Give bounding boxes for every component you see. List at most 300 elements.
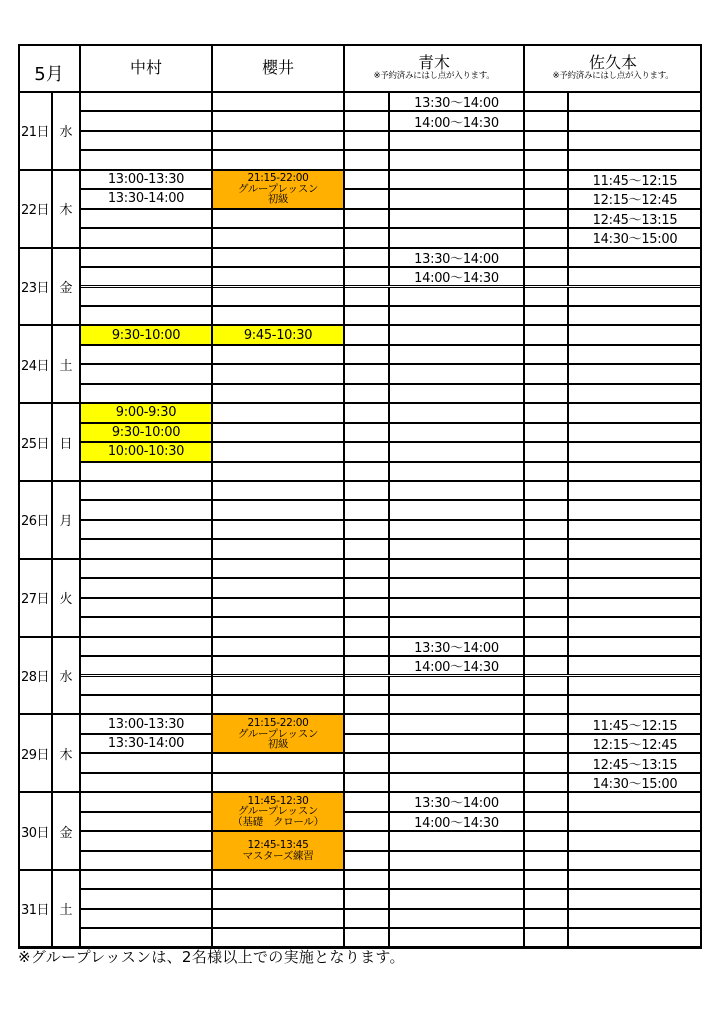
time-slot[interactable] [389, 481, 524, 500]
time-slot[interactable] [389, 500, 524, 519]
time-slot[interactable] [568, 92, 702, 111]
time-slot[interactable] [80, 734, 212, 753]
slot-marker[interactable] [524, 267, 568, 286]
time-slot[interactable] [80, 287, 212, 306]
time-slot[interactable] [568, 753, 702, 772]
slot-marker[interactable] [344, 481, 389, 500]
slot-marker[interactable] [524, 248, 568, 267]
time-slot[interactable] [80, 928, 212, 947]
slot-marker[interactable] [344, 578, 389, 597]
slot-marker[interactable] [344, 92, 389, 111]
time-slot[interactable] [80, 92, 212, 111]
slot-marker[interactable] [344, 500, 389, 519]
weekday-label [52, 870, 80, 948]
time-slot[interactable] [212, 928, 344, 947]
time-slot[interactable] [389, 676, 524, 695]
time-slot[interactable] [568, 851, 702, 870]
cell-text: 金 [59, 280, 73, 296]
slot-marker[interactable] [344, 676, 389, 695]
slot-marker[interactable] [524, 676, 568, 695]
time-slot[interactable] [389, 248, 524, 267]
slot-marker[interactable] [344, 812, 389, 831]
time-slot[interactable] [212, 637, 344, 656]
time-slot[interactable] [389, 325, 524, 344]
time-slot[interactable] [568, 150, 702, 169]
time-slot[interactable] [568, 481, 702, 500]
time-slot[interactable] [389, 773, 524, 792]
time-slot[interactable] [212, 870, 344, 889]
time-slot[interactable] [212, 111, 344, 130]
slot-marker[interactable] [524, 714, 568, 733]
lesson-block[interactable] [212, 170, 344, 209]
time-slot[interactable] [80, 500, 212, 519]
slot-marker[interactable] [524, 753, 568, 772]
time-slot[interactable] [568, 384, 702, 403]
time-slot[interactable] [212, 617, 344, 636]
time-slot[interactable] [80, 111, 212, 130]
slot-marker[interactable] [524, 773, 568, 792]
column-header [80, 44, 212, 92]
time-slot[interactable] [389, 539, 524, 558]
slot-marker[interactable] [524, 403, 568, 422]
cell-text: 21:15-22:00 [247, 172, 309, 185]
time-slot[interactable] [389, 209, 524, 228]
time-slot[interactable] [389, 384, 524, 403]
slot-marker[interactable] [524, 812, 568, 831]
time-slot[interactable] [212, 500, 344, 519]
slot-marker[interactable] [344, 364, 389, 383]
time-slot[interactable] [212, 598, 344, 617]
slot-marker[interactable] [344, 345, 389, 364]
time-slot[interactable] [80, 812, 212, 831]
slot-marker[interactable] [524, 131, 568, 150]
time-slot[interactable] [212, 131, 344, 150]
time-slot[interactable] [568, 442, 702, 461]
time-slot[interactable] [212, 695, 344, 714]
time-slot[interactable] [80, 792, 212, 811]
time-slot[interactable] [80, 150, 212, 169]
slot-marker[interactable] [524, 325, 568, 344]
cell-text: 12:15～12:45 [592, 738, 678, 754]
time-slot[interactable] [568, 676, 702, 695]
slot-marker[interactable] [344, 170, 389, 189]
slot-marker[interactable] [344, 831, 389, 850]
time-slot[interactable] [389, 578, 524, 597]
month-label [18, 44, 80, 92]
time-slot[interactable] [212, 423, 344, 442]
cell-text: 日 [59, 436, 73, 452]
time-slot[interactable] [389, 909, 524, 928]
time-slot[interactable] [568, 909, 702, 928]
slot-marker[interactable] [524, 598, 568, 617]
lesson-block[interactable] [212, 792, 344, 831]
slot-marker[interactable] [344, 306, 389, 325]
time-slot[interactable] [80, 403, 212, 422]
date-label [18, 248, 52, 326]
slot-marker[interactable] [344, 928, 389, 947]
day-divider [18, 324, 702, 326]
slot-marker[interactable] [344, 131, 389, 150]
time-slot[interactable] [212, 384, 344, 403]
slot-marker[interactable] [524, 695, 568, 714]
time-slot[interactable] [80, 364, 212, 383]
time-slot[interactable] [212, 306, 344, 325]
cell-text: 23日 [20, 280, 50, 296]
time-slot[interactable] [80, 617, 212, 636]
slot-marker[interactable] [524, 734, 568, 753]
slot-marker[interactable] [344, 753, 389, 772]
time-slot[interactable] [389, 306, 524, 325]
time-slot[interactable] [212, 228, 344, 247]
slot-marker[interactable] [524, 189, 568, 208]
cell-text: 11:45-12:30 [247, 794, 309, 807]
slot-marker[interactable] [344, 539, 389, 558]
slot-marker[interactable] [524, 909, 568, 928]
time-slot[interactable] [212, 539, 344, 558]
time-slot[interactable] [389, 851, 524, 870]
slot-marker[interactable] [524, 539, 568, 558]
time-slot[interactable] [212, 773, 344, 792]
cell-text: 14:00～14:30 [414, 115, 499, 131]
time-slot[interactable] [80, 851, 212, 870]
time-slot[interactable] [568, 325, 702, 344]
slot-marker[interactable] [524, 306, 568, 325]
time-slot[interactable] [80, 539, 212, 558]
slot-marker[interactable] [344, 889, 389, 908]
time-slot[interactable] [389, 753, 524, 772]
slot-marker[interactable] [524, 928, 568, 947]
time-slot[interactable] [389, 598, 524, 617]
weekday-label [52, 248, 80, 326]
date-label [18, 481, 52, 559]
time-slot[interactable] [212, 248, 344, 267]
time-slot[interactable] [80, 870, 212, 889]
slot-marker[interactable] [344, 656, 389, 675]
time-slot[interactable] [389, 170, 524, 189]
slot-marker[interactable] [524, 520, 568, 539]
slot-marker[interactable] [524, 637, 568, 656]
time-slot[interactable] [568, 617, 702, 636]
time-slot[interactable] [212, 92, 344, 111]
time-slot[interactable] [80, 656, 212, 675]
day-divider [18, 558, 702, 560]
cell-text: 14:30～15:00 [592, 232, 678, 248]
slot-marker[interactable] [524, 792, 568, 811]
time-slot[interactable] [389, 617, 524, 636]
lesson-block[interactable] [212, 714, 344, 753]
time-slot[interactable] [568, 500, 702, 519]
time-slot[interactable] [389, 92, 524, 111]
day-divider [18, 869, 702, 871]
time-slot[interactable] [568, 520, 702, 539]
cell-text: 金 [59, 825, 73, 841]
time-slot[interactable] [212, 462, 344, 481]
slot-marker[interactable] [344, 287, 389, 306]
time-slot[interactable] [80, 520, 212, 539]
time-slot[interactable] [389, 812, 524, 831]
time-slot[interactable] [80, 345, 212, 364]
time-slot[interactable] [568, 539, 702, 558]
time-slot[interactable] [389, 831, 524, 850]
time-slot[interactable] [568, 578, 702, 597]
time-slot[interactable] [212, 909, 344, 928]
time-slot[interactable] [80, 423, 212, 442]
time-slot[interactable] [389, 656, 524, 675]
slot-marker[interactable] [344, 559, 389, 578]
date-label [18, 637, 52, 715]
time-slot[interactable] [80, 131, 212, 150]
slot-marker[interactable] [344, 870, 389, 889]
cell-text: 13:30-14:00 [107, 736, 185, 752]
time-slot[interactable] [568, 714, 702, 733]
time-slot[interactable] [212, 753, 344, 772]
weekday-label [52, 403, 80, 481]
time-slot[interactable] [80, 889, 212, 908]
time-slot[interactable] [389, 131, 524, 150]
time-slot[interactable] [568, 870, 702, 889]
slot-marker[interactable] [344, 442, 389, 461]
time-slot[interactable] [389, 714, 524, 733]
slot-marker[interactable] [344, 617, 389, 636]
time-slot[interactable] [568, 792, 702, 811]
time-slot[interactable] [212, 889, 344, 908]
slot-marker[interactable] [344, 734, 389, 753]
day-divider [18, 91, 702, 93]
cell-text: 13:30-14:00 [107, 191, 185, 207]
slot-marker[interactable] [344, 598, 389, 617]
time-slot[interactable] [80, 228, 212, 247]
time-slot[interactable] [389, 364, 524, 383]
time-slot[interactable] [389, 228, 524, 247]
slot-marker[interactable] [524, 481, 568, 500]
slot-marker[interactable] [524, 656, 568, 675]
slot-marker[interactable] [524, 851, 568, 870]
slot-marker[interactable] [524, 559, 568, 578]
time-slot[interactable] [80, 481, 212, 500]
cell-text: 13:00-13:30 [107, 716, 185, 732]
time-slot[interactable] [389, 792, 524, 811]
time-slot[interactable] [568, 345, 702, 364]
day-divider [18, 169, 702, 171]
slot-marker[interactable] [524, 287, 568, 306]
time-slot[interactable] [212, 364, 344, 383]
time-slot[interactable] [389, 637, 524, 656]
time-slot[interactable] [80, 306, 212, 325]
time-slot[interactable] [389, 189, 524, 208]
slot-marker[interactable] [524, 228, 568, 247]
slot-marker[interactable] [524, 384, 568, 403]
time-slot[interactable] [389, 734, 524, 753]
slot-marker[interactable] [344, 714, 389, 733]
time-slot[interactable] [389, 870, 524, 889]
slot-marker[interactable] [344, 423, 389, 442]
time-slot[interactable] [80, 578, 212, 597]
time-slot[interactable] [212, 325, 344, 344]
time-slot[interactable] [568, 889, 702, 908]
time-slot[interactable] [389, 889, 524, 908]
slot-marker[interactable] [344, 403, 389, 422]
time-slot[interactable] [212, 403, 344, 422]
time-slot[interactable] [568, 734, 702, 753]
time-slot[interactable] [212, 345, 344, 364]
time-slot[interactable] [212, 520, 344, 539]
slot-marker[interactable] [524, 617, 568, 636]
slot-marker[interactable] [524, 170, 568, 189]
weekday-label [52, 481, 80, 559]
time-slot[interactable] [80, 598, 212, 617]
time-slot[interactable] [80, 559, 212, 578]
time-slot[interactable] [389, 442, 524, 461]
column-divider [343, 44, 345, 948]
slot-marker[interactable] [524, 500, 568, 519]
slot-marker[interactable] [524, 209, 568, 228]
column-header [212, 44, 344, 92]
time-slot[interactable] [568, 773, 702, 792]
time-slot[interactable] [389, 462, 524, 481]
time-slot[interactable] [389, 150, 524, 169]
time-slot[interactable] [389, 287, 524, 306]
slot-marker[interactable] [524, 364, 568, 383]
time-slot[interactable] [80, 209, 212, 228]
time-slot[interactable] [80, 384, 212, 403]
time-slot[interactable] [568, 695, 702, 714]
time-slot[interactable] [212, 442, 344, 461]
time-slot[interactable] [568, 287, 702, 306]
slot-marker[interactable] [344, 695, 389, 714]
time-slot[interactable] [212, 267, 344, 286]
time-slot[interactable] [568, 267, 702, 286]
slot-marker[interactable] [344, 189, 389, 208]
slot-marker[interactable] [524, 889, 568, 908]
time-slot[interactable] [80, 170, 212, 189]
time-slot[interactable] [568, 306, 702, 325]
slot-marker[interactable] [524, 462, 568, 481]
day-divider [18, 247, 702, 249]
time-slot[interactable] [389, 559, 524, 578]
time-slot[interactable] [80, 695, 212, 714]
slot-marker[interactable] [524, 442, 568, 461]
slot-marker[interactable] [344, 462, 389, 481]
time-slot[interactable] [212, 676, 344, 695]
slot-marker[interactable] [524, 870, 568, 889]
time-slot[interactable] [568, 131, 702, 150]
time-slot[interactable] [568, 637, 702, 656]
time-slot[interactable] [80, 189, 212, 208]
time-slot[interactable] [568, 462, 702, 481]
time-slot[interactable] [568, 209, 702, 228]
cell-text: 26日 [20, 514, 50, 530]
slot-marker[interactable] [344, 792, 389, 811]
cell-text: 土 [59, 358, 73, 374]
cell-text: 13:30～14:00 [414, 796, 499, 812]
time-slot[interactable] [80, 831, 212, 850]
time-slot[interactable] [80, 637, 212, 656]
time-slot[interactable] [568, 928, 702, 947]
time-slot[interactable] [389, 928, 524, 947]
time-slot[interactable] [568, 423, 702, 442]
cell-text: 30日 [20, 825, 50, 841]
time-slot[interactable] [568, 170, 702, 189]
slot-marker[interactable] [524, 345, 568, 364]
time-slot[interactable] [212, 287, 344, 306]
time-slot[interactable] [212, 559, 344, 578]
time-slot[interactable] [568, 189, 702, 208]
time-slot[interactable] [568, 111, 702, 130]
time-slot[interactable] [80, 714, 212, 733]
time-slot[interactable] [212, 578, 344, 597]
time-slot[interactable] [568, 831, 702, 850]
slot-marker[interactable] [344, 851, 389, 870]
time-slot[interactable] [389, 423, 524, 442]
time-slot[interactable] [80, 773, 212, 792]
time-slot[interactable] [389, 345, 524, 364]
time-slot[interactable] [212, 481, 344, 500]
time-slot[interactable] [568, 598, 702, 617]
time-slot[interactable] [80, 248, 212, 267]
slot-marker[interactable] [344, 228, 389, 247]
time-slot[interactable] [568, 559, 702, 578]
slot-marker[interactable] [344, 909, 389, 928]
time-slot[interactable] [389, 695, 524, 714]
slot-marker[interactable] [524, 111, 568, 130]
time-slot[interactable] [80, 267, 212, 286]
cell-text: 月 [59, 514, 73, 530]
slot-marker[interactable] [344, 248, 389, 267]
time-slot[interactable] [568, 364, 702, 383]
slot-marker[interactable] [344, 773, 389, 792]
time-slot[interactable] [389, 267, 524, 286]
time-slot[interactable] [80, 325, 212, 344]
day-divider [18, 713, 702, 715]
slot-marker[interactable] [524, 150, 568, 169]
cell-text: 佐久本 [588, 53, 637, 73]
time-slot[interactable] [80, 909, 212, 928]
time-slot[interactable] [80, 462, 212, 481]
slot-marker[interactable] [344, 520, 389, 539]
time-slot[interactable] [212, 656, 344, 675]
time-slot[interactable] [568, 812, 702, 831]
time-slot[interactable] [389, 520, 524, 539]
slot-marker[interactable] [524, 578, 568, 597]
slot-marker[interactable] [524, 831, 568, 850]
slot-marker[interactable] [344, 150, 389, 169]
slot-marker[interactable] [344, 267, 389, 286]
time-slot[interactable] [80, 676, 212, 695]
time-slot[interactable] [389, 111, 524, 130]
cell-text: 11:45～12:15 [592, 174, 678, 190]
cell-text: 14:00～14:30 [414, 815, 499, 831]
slot-marker[interactable] [344, 209, 389, 228]
time-slot[interactable] [212, 150, 344, 169]
time-slot[interactable] [80, 442, 212, 461]
time-slot[interactable] [568, 228, 702, 247]
time-slot[interactable] [389, 403, 524, 422]
slot-marker[interactable] [344, 325, 389, 344]
slot-marker[interactable] [524, 423, 568, 442]
time-slot[interactable] [568, 403, 702, 422]
column-divider [523, 44, 525, 948]
time-slot[interactable] [80, 753, 212, 772]
cell-text: ※予約済みにはし点が入ります。 [373, 70, 495, 81]
time-slot[interactable] [212, 209, 344, 228]
slot-marker[interactable] [344, 637, 389, 656]
lesson-block[interactable] [212, 831, 344, 870]
slot-marker[interactable] [344, 111, 389, 130]
slot-marker[interactable] [524, 92, 568, 111]
time-slot[interactable] [568, 248, 702, 267]
slot-marker[interactable] [344, 384, 389, 403]
time-slot[interactable] [568, 656, 702, 675]
